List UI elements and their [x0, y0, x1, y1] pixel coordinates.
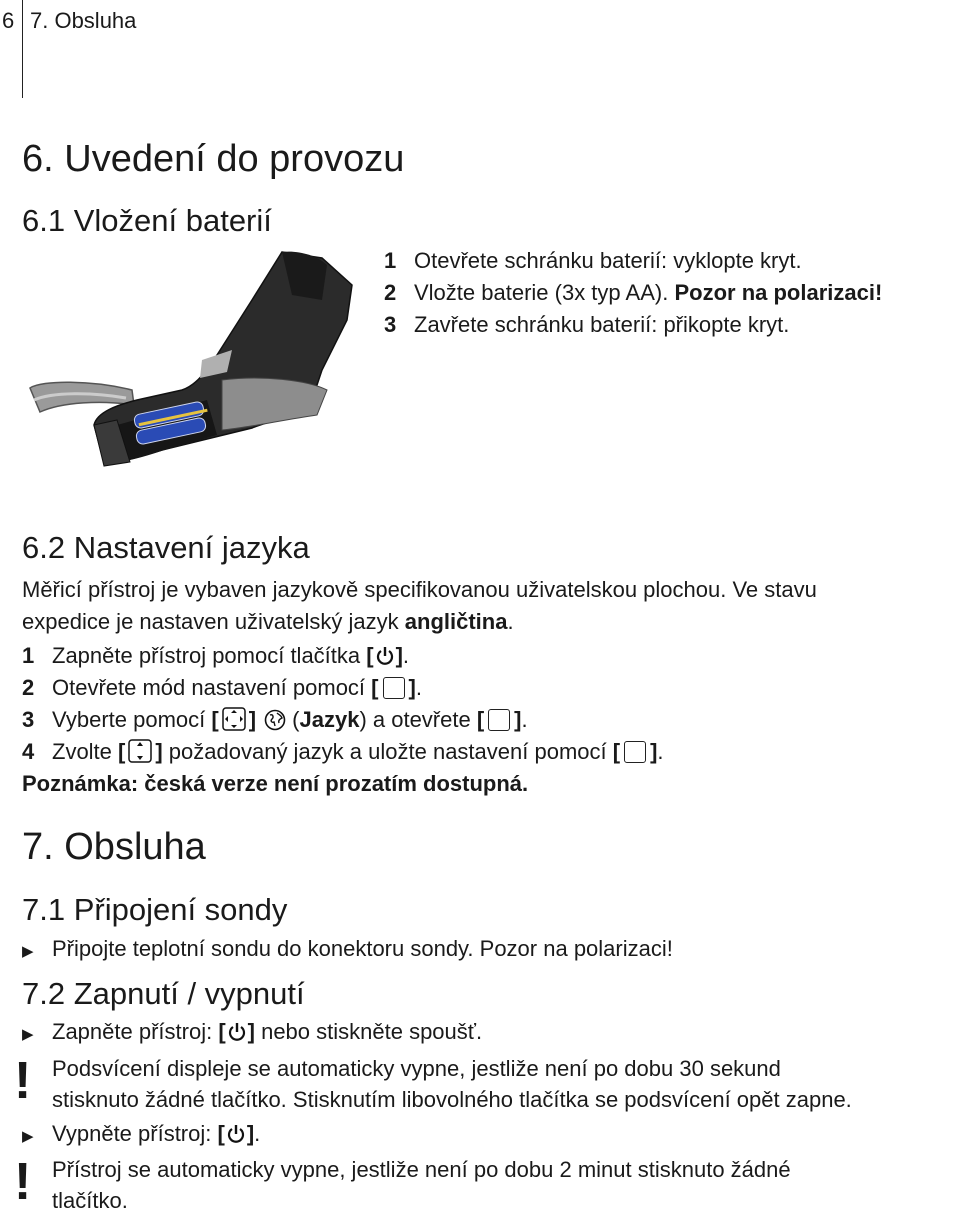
- blank-key-icon: [488, 709, 510, 731]
- warning-icon: !: [14, 1052, 32, 1110]
- bullet-text: .: [254, 1121, 261, 1146]
- backlight-warning-line-1: Podsvícení displeje se automaticky vypne, jestliže není po dobu 30 sekund: [52, 1056, 781, 1081]
- intro-text: expedice je nastaven uživatelský jazyk: [22, 609, 405, 634]
- language-intro-line-1: Měřicí přístroj je vybaven jazykově specifikovanou uživatelskou plochou. Ve stavu: [22, 577, 817, 602]
- section-7-title: 7. Obsluha: [22, 826, 206, 868]
- bullet-text: Vypněte přístroj:: [52, 1121, 218, 1146]
- bullet-icon: ▶: [22, 1128, 34, 1145]
- section-6-title: 6. Uvedení do provozu: [22, 138, 405, 180]
- four-way-arrow-key-icon: [222, 707, 246, 731]
- step-number: 4: [22, 739, 35, 764]
- step-text: Zavřete schránku baterií: přikopte kryt.: [414, 312, 790, 337]
- power-icon: [225, 1123, 247, 1145]
- step-text: požadovaný jazyk a uložte nastavení pomocí: [162, 739, 613, 764]
- intro-period: .: [507, 609, 514, 634]
- step-text: Otevřete mód nastavení pomocí: [52, 675, 372, 700]
- bracket-open: [: [476, 707, 485, 732]
- device-battery-illustration: [22, 240, 367, 490]
- section-6-2-title: 6.2 Nastavení jazyka: [22, 530, 310, 565]
- step-text: Zvolte: [52, 739, 119, 764]
- bullet-icon: ▶: [22, 943, 34, 960]
- step-number: 1: [22, 643, 35, 668]
- language-intro-line-2: [22, 606, 514, 638]
- bracket-open: [: [118, 739, 126, 764]
- bullet-icon: ▶: [22, 1026, 34, 1043]
- battery-step-2: [384, 277, 882, 309]
- probe-bullet: [22, 933, 673, 968]
- power-icon: [374, 645, 396, 667]
- step-number: 3: [22, 707, 35, 732]
- bullet-text: nebo stiskněte spoušť.: [254, 1019, 483, 1044]
- globe-icon: [264, 709, 286, 731]
- bracket-close: ]: [246, 1121, 255, 1146]
- page-number: 6: [2, 8, 15, 33]
- step-number: 2: [384, 280, 397, 305]
- bracket-open: [: [211, 707, 219, 732]
- language-step-3: [22, 704, 528, 736]
- step-end: .: [657, 739, 664, 764]
- power-on-bullet: [22, 1016, 482, 1051]
- blank-key-icon: [624, 741, 646, 763]
- section-6-1-title: 6.1 Vložení baterií: [22, 203, 272, 238]
- blank-key-icon: [383, 677, 405, 699]
- header-divider: [22, 0, 23, 98]
- power-icon: [226, 1021, 248, 1043]
- step-text: ) a otevřete: [359, 707, 477, 732]
- step-text: Vyberte pomocí: [52, 707, 212, 732]
- step-text: Vložte baterie (3x typ AA).: [414, 280, 669, 305]
- language-note: Poznámka: česká verze není prozatím dostupná.: [22, 771, 529, 796]
- step-number: 1: [384, 248, 397, 273]
- step-number: 2: [22, 675, 35, 700]
- bullet-text: Zapněte přístroj:: [52, 1019, 219, 1044]
- step-end: .: [521, 707, 528, 732]
- bracket-open: [: [217, 1121, 225, 1146]
- step-text: (: [286, 707, 300, 732]
- polarity-warning: Pozor na polarizaci!: [674, 280, 883, 305]
- battery-step-1: [384, 245, 802, 277]
- up-down-arrow-key-icon: [128, 739, 152, 763]
- battery-step-3: [384, 309, 789, 341]
- language-step-1: [22, 640, 409, 672]
- language-step-2: [22, 672, 422, 704]
- bracket-open: [: [366, 643, 374, 668]
- default-language: angličtina: [404, 609, 508, 634]
- bracket-close: ]: [650, 739, 658, 764]
- bracket-close: ]: [155, 739, 163, 764]
- power-off-bullet: [22, 1118, 260, 1153]
- warning-icon: !: [14, 1153, 32, 1211]
- section-7-2-title: 7.2 Zapnutí / vypnutí: [22, 976, 305, 1011]
- bracket-open: [: [612, 739, 621, 764]
- language-menu-label: Jazyk: [299, 707, 360, 732]
- bracket-open: [: [371, 675, 379, 700]
- auto-off-warning-line-1: Přístroj se automaticky vypne, jestliže není po dobu 2 minut stisknuto žádné: [52, 1157, 791, 1182]
- running-title: 7. Obsluha: [30, 8, 137, 33]
- section-7-1-title: 7.1 Připojení sondy: [22, 892, 288, 927]
- bullet-text: Připojte teplotní sondu do konektoru sondy. Pozor na polarizaci!: [52, 936, 673, 961]
- step-text: Zapněte přístroj pomocí tlačítka: [52, 643, 367, 668]
- auto-off-warning-line-2: tlačítko.: [52, 1188, 128, 1213]
- language-step-4: [22, 736, 664, 768]
- step-end: .: [415, 675, 422, 700]
- bracket-open: [: [218, 1019, 226, 1044]
- backlight-warning-line-2: stisknuto žádné tlačítko. Stisknutím libovolného tlačítka se podsvícení opět zapne.: [52, 1087, 852, 1112]
- bracket-close: ]: [514, 707, 522, 732]
- bracket-close: ]: [408, 675, 416, 700]
- bracket-close: ]: [247, 1019, 255, 1044]
- bracket-close: ]: [248, 707, 257, 732]
- step-end: .: [402, 643, 410, 668]
- step-number: 3: [384, 312, 397, 337]
- bracket-close: ]: [395, 643, 403, 668]
- step-text: Otevřete schránku baterií: vyklopte kryt.: [414, 248, 802, 273]
